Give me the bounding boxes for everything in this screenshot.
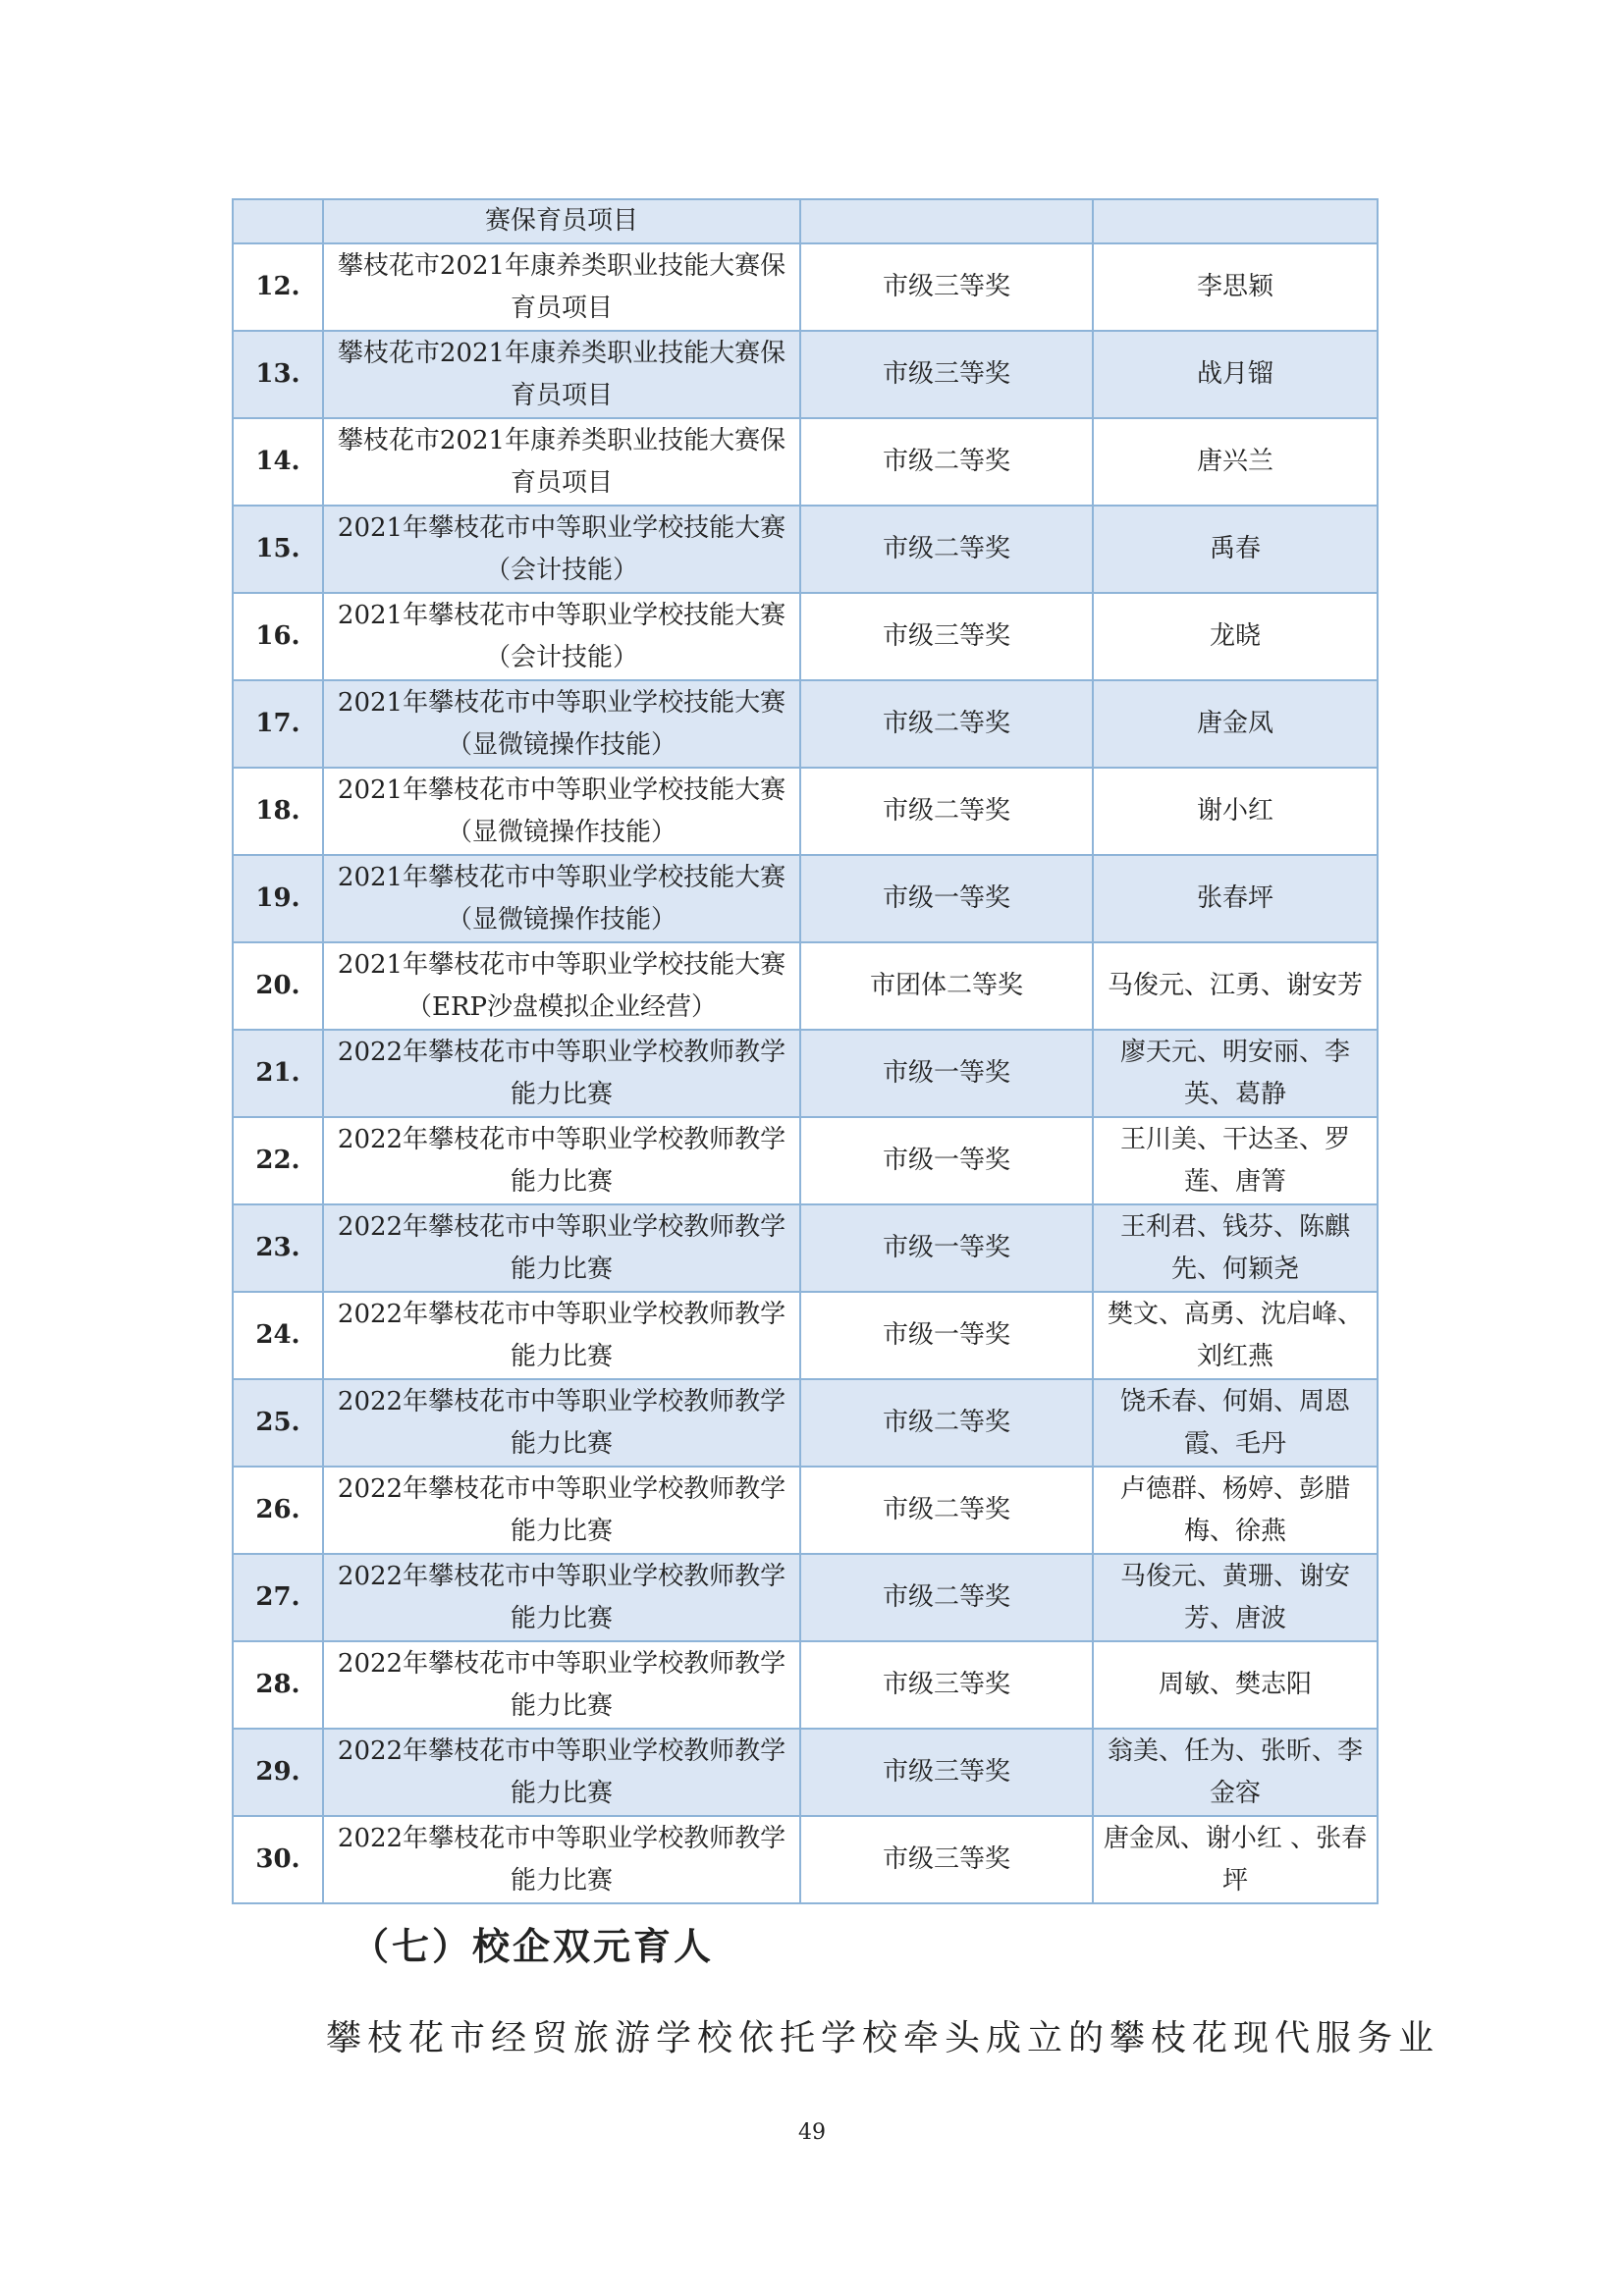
row-number: 20. (233, 942, 323, 1030)
award-winners: 王利君、钱芬、陈麒先、何颖尧 (1093, 1204, 1378, 1292)
table-row (233, 768, 1378, 855)
award-winners: 唐兴兰 (1093, 418, 1378, 506)
table-row (233, 1292, 1378, 1379)
award-level: 市级二等奖 (800, 680, 1093, 768)
row-number: 22. (233, 1117, 323, 1204)
row-number: 28. (233, 1641, 323, 1729)
award-winners: 张春坪 (1093, 855, 1378, 942)
award-winners: 李思颖 (1093, 243, 1378, 331)
competition-name: 2022年攀枝花市中等职业学校教师教学能力比赛 (323, 1816, 800, 1903)
competition-name: 攀枝花市2021年康养类职业技能大赛保育员项目 (323, 243, 800, 331)
page-number: 49 (798, 2120, 826, 2145)
competition-name: 攀枝花市2021年康养类职业技能大赛保育员项目 (323, 418, 800, 506)
table-row (233, 331, 1378, 418)
award-level: 市级一等奖 (800, 1117, 1093, 1204)
row-number: 18. (233, 768, 323, 855)
row-number: 21. (233, 1030, 323, 1117)
table-row (233, 1117, 1378, 1204)
award-winners: 唐金凤、谢小红 、张春坪 (1093, 1816, 1378, 1903)
table-row (233, 243, 1378, 331)
row-number: 24. (233, 1292, 323, 1379)
competition-name: 2021年攀枝花市中等职业学校技能大赛（ERP沙盘模拟企业经营） (323, 942, 800, 1030)
row-number: 16. (233, 593, 323, 680)
award-level: 市级三等奖 (800, 1641, 1093, 1729)
table-row (233, 506, 1378, 593)
award-level: 市级二等奖 (800, 768, 1093, 855)
table-row (233, 680, 1378, 768)
competition-name: 2021年攀枝花市中等职业学校技能大赛（显微镜操作技能） (323, 855, 800, 942)
table-row (233, 855, 1378, 942)
competition-name: 2021年攀枝花市中等职业学校技能大赛（显微镜操作技能） (323, 680, 800, 768)
award-level: 市级三等奖 (800, 331, 1093, 418)
award-level: 市级三等奖 (800, 1816, 1093, 1903)
competition-name: 2022年攀枝花市中等职业学校教师教学能力比赛 (323, 1554, 800, 1641)
award-winners: 唐金凤 (1093, 680, 1378, 768)
row-number: 25. (233, 1379, 323, 1467)
award-winners: 禹春 (1093, 506, 1378, 593)
award-level: 市级三等奖 (800, 593, 1093, 680)
award-level: 市级一等奖 (800, 1204, 1093, 1292)
row-number: 13. (233, 331, 323, 418)
competition-name: 2022年攀枝花市中等职业学校教师教学能力比赛 (323, 1292, 800, 1379)
award-level: 市团体二等奖 (800, 942, 1093, 1030)
table-row (233, 1554, 1378, 1641)
competition-name: 2021年攀枝花市中等职业学校技能大赛（会计技能） (323, 593, 800, 680)
award-level: 市级三等奖 (800, 1729, 1093, 1816)
row-number: 19. (233, 855, 323, 942)
body-paragraph: 攀枝花市经贸旅游学校依托学校牵头成立的攀枝花现代服务业 (326, 2018, 1440, 2058)
awards-table (232, 198, 1379, 1904)
award-level (800, 199, 1093, 243)
competition-name: 2022年攀枝花市中等职业学校教师教学能力比赛 (323, 1467, 800, 1554)
competition-name: 2022年攀枝花市中等职业学校教师教学能力比赛 (323, 1641, 800, 1729)
table-row (233, 942, 1378, 1030)
award-winners: 樊文、高勇、沈启峰、刘红燕 (1093, 1292, 1378, 1379)
award-level: 市级二等奖 (800, 1554, 1093, 1641)
award-winners: 马俊元、江勇、谢安芳 (1093, 942, 1378, 1030)
row-number: 15. (233, 506, 323, 593)
competition-name: 2022年攀枝花市中等职业学校教师教学能力比赛 (323, 1204, 800, 1292)
award-winners: 饶禾春、何娟、周恩霞、毛丹 (1093, 1379, 1378, 1467)
award-winners: 谢小红 (1093, 768, 1378, 855)
section-heading: （七）校企双元育人 (352, 1924, 715, 1968)
award-winners: 龙晓 (1093, 593, 1378, 680)
table-row (233, 1204, 1378, 1292)
competition-name: 2021年攀枝花市中等职业学校技能大赛（显微镜操作技能） (323, 768, 800, 855)
award-winners: 王川美、干达圣、罗莲、唐箐 (1093, 1117, 1378, 1204)
competition-name: 2022年攀枝花市中等职业学校教师教学能力比赛 (323, 1379, 800, 1467)
competition-name: 2022年攀枝花市中等职业学校教师教学能力比赛 (323, 1729, 800, 1816)
row-number: 12. (233, 243, 323, 331)
table-row (233, 1816, 1378, 1903)
competition-name: 2022年攀枝花市中等职业学校教师教学能力比赛 (323, 1117, 800, 1204)
row-number (233, 199, 323, 243)
row-number: 26. (233, 1467, 323, 1554)
competition-name: 2021年攀枝花市中等职业学校技能大赛（会计技能） (323, 506, 800, 593)
row-number: 29. (233, 1729, 323, 1816)
award-level: 市级二等奖 (800, 418, 1093, 506)
award-winners: 周敏、樊志阳 (1093, 1641, 1378, 1729)
award-winners: 战月镏 (1093, 331, 1378, 418)
award-level: 市级一等奖 (800, 855, 1093, 942)
award-level: 市级二等奖 (800, 506, 1093, 593)
table-row (233, 593, 1378, 680)
award-winners: 马俊元、黄珊、谢安芳、唐波 (1093, 1554, 1378, 1641)
award-level: 市级一等奖 (800, 1292, 1093, 1379)
row-number: 23. (233, 1204, 323, 1292)
award-winners: 廖天元、明安丽、李英、葛静 (1093, 1030, 1378, 1117)
competition-name: 2022年攀枝花市中等职业学校教师教学能力比赛 (323, 1030, 800, 1117)
award-winners: 卢德群、杨婷、彭腊梅、徐燕 (1093, 1467, 1378, 1554)
table-row (233, 1729, 1378, 1816)
row-number: 14. (233, 418, 323, 506)
row-number: 30. (233, 1816, 323, 1903)
award-winners: 翁美、任为、张昕、李金容 (1093, 1729, 1378, 1816)
row-number: 17. (233, 680, 323, 768)
competition-name: 赛保育员项目 (323, 199, 800, 243)
table-row (233, 418, 1378, 506)
table-row (233, 1641, 1378, 1729)
award-level: 市级二等奖 (800, 1467, 1093, 1554)
row-number: 27. (233, 1554, 323, 1641)
award-level: 市级二等奖 (800, 1379, 1093, 1467)
table-row (233, 1030, 1378, 1117)
award-level: 市级三等奖 (800, 243, 1093, 331)
table-row (233, 1467, 1378, 1554)
competition-name: 攀枝花市2021年康养类职业技能大赛保育员项目 (323, 331, 800, 418)
table-row (233, 1379, 1378, 1467)
award-winners (1093, 199, 1378, 243)
table-row (233, 199, 1378, 243)
award-level: 市级一等奖 (800, 1030, 1093, 1117)
